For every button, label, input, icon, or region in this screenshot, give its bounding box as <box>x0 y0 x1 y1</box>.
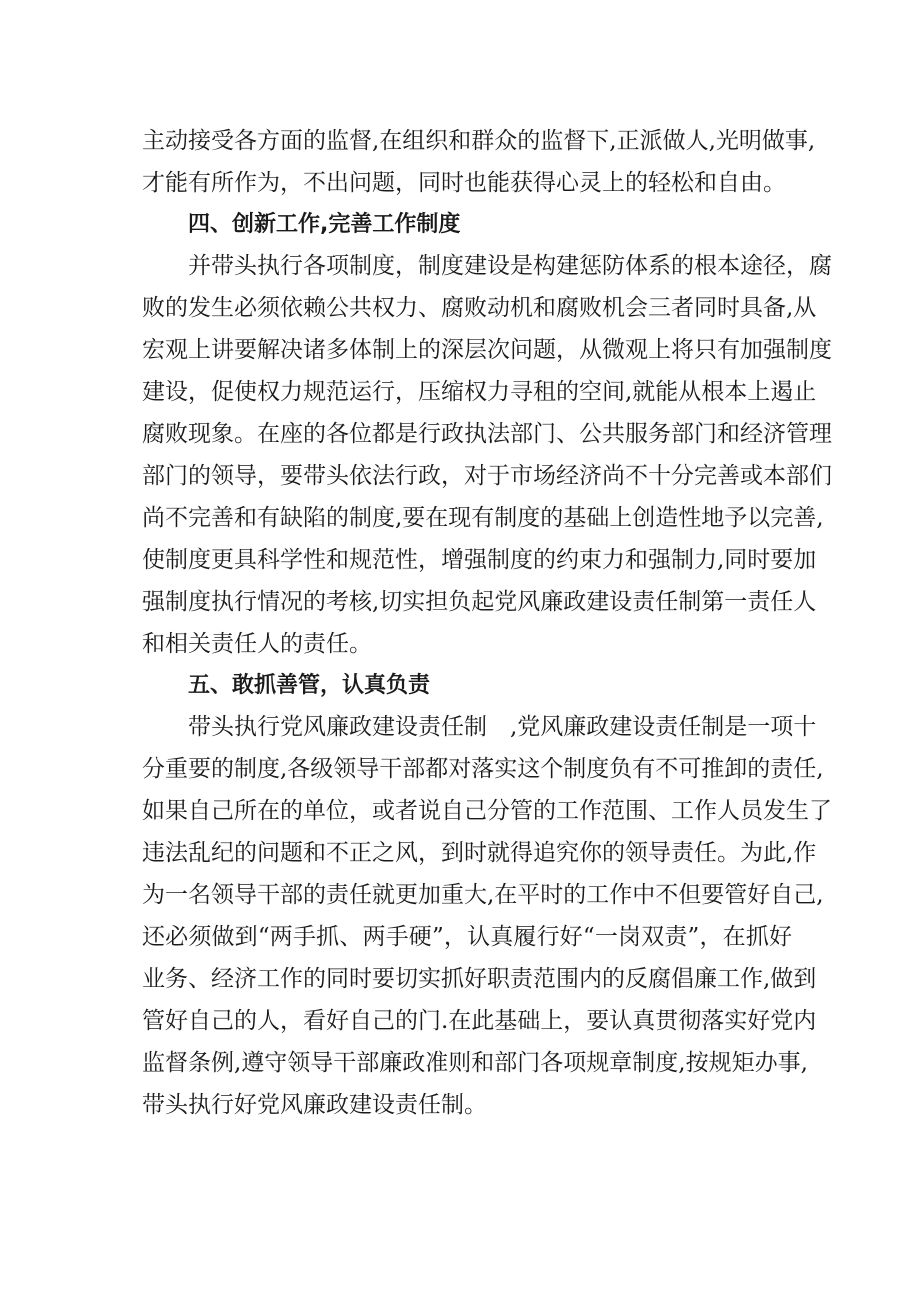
paragraph-line: 违法乱纪的问题和不正之风，到时就得追究你的领导责任。为此,作 <box>142 840 817 866</box>
paragraph-line: 败的发生必须依赖公共权力、腐败动机和腐败机会三者同时具备,从 <box>142 295 817 321</box>
paragraph-line: 和相关责任人的责任。 <box>142 631 372 657</box>
paragraph-line: 部门的领导，要带头依法行政，对于市场经济尚不十分完善或本部们 <box>142 463 832 489</box>
paragraph-line: 宏观上讲要解决诸多体制上的深层次问题，从微观上将只有加强制度 <box>142 337 832 363</box>
paragraph-line: 主动接受各方面的监督,在组织和群众的监督下,正派做人,光明做事, <box>142 128 816 154</box>
paragraph-line: 腐败现象。在座的各位都是行政执法部门、公共服务部门和经济管理 <box>142 421 832 447</box>
paragraph-line: 监督条例,遵守领导干部廉政准则和部门各项规章制度,按规矩办事, <box>142 1050 808 1076</box>
paragraph-line: 才能有所作为，不出问题，同时也能获得心灵上的轻松和自由。 <box>142 170 786 196</box>
paragraph-line: 业务、经济工作的同时要切实抓好职责范围内的反腐倡廉工作,做到 <box>142 966 817 992</box>
paragraph-line: 如果自己所在的单位，或者说自己分管的工作范围、工作人员发生了 <box>142 798 832 824</box>
paragraph-line: 管好自己的人，看好自己的门.在此基础上，要认真贯彻落实好党内 <box>142 1008 817 1034</box>
paragraph-line: 为一名领导干部的责任就更加重大,在平时的工作中不但要管好自己, <box>142 882 824 908</box>
paragraph-line: 尚不完善和有缺陷的制度,要在现有制度的基础上创造性地予以完善, <box>142 505 824 531</box>
paragraph-line: 建设，促使权力规范运行，压缩权力寻租的空间,就能从根本上遏止 <box>142 379 817 405</box>
paragraph-line: 分重要的制度,各级领导干部都对落实这个制度负有不可推卸的责任, <box>142 756 824 782</box>
paragraph-line: 并带头执行各项制度，制度建设是构建惩防体系的根本途径，腐 <box>188 253 832 279</box>
paragraph-line: 带头执行好党风廉政建设责任制。 <box>142 1092 487 1118</box>
paragraph-line: 带头执行党风廉政建设责任制 ,党风廉政建设责任制是一项十 <box>188 714 817 740</box>
section-heading-5: 五、敢抓善管，认真负责 <box>188 673 431 698</box>
paragraph-line: 还必须做到“两手抓、两手硬”，认真履行好“一岗双责”，在抓好 <box>142 924 792 950</box>
paragraph-line: 强制度执行情况的考核,切实担负起党风廉政建设责任制第一责任人 <box>142 589 817 615</box>
paragraph-line: 使制度更具科学性和规范性，增强制度的约束力和强制力,同时要加 <box>142 547 817 573</box>
section-heading-4: 四、创新工作,完善工作制度 <box>188 212 461 237</box>
